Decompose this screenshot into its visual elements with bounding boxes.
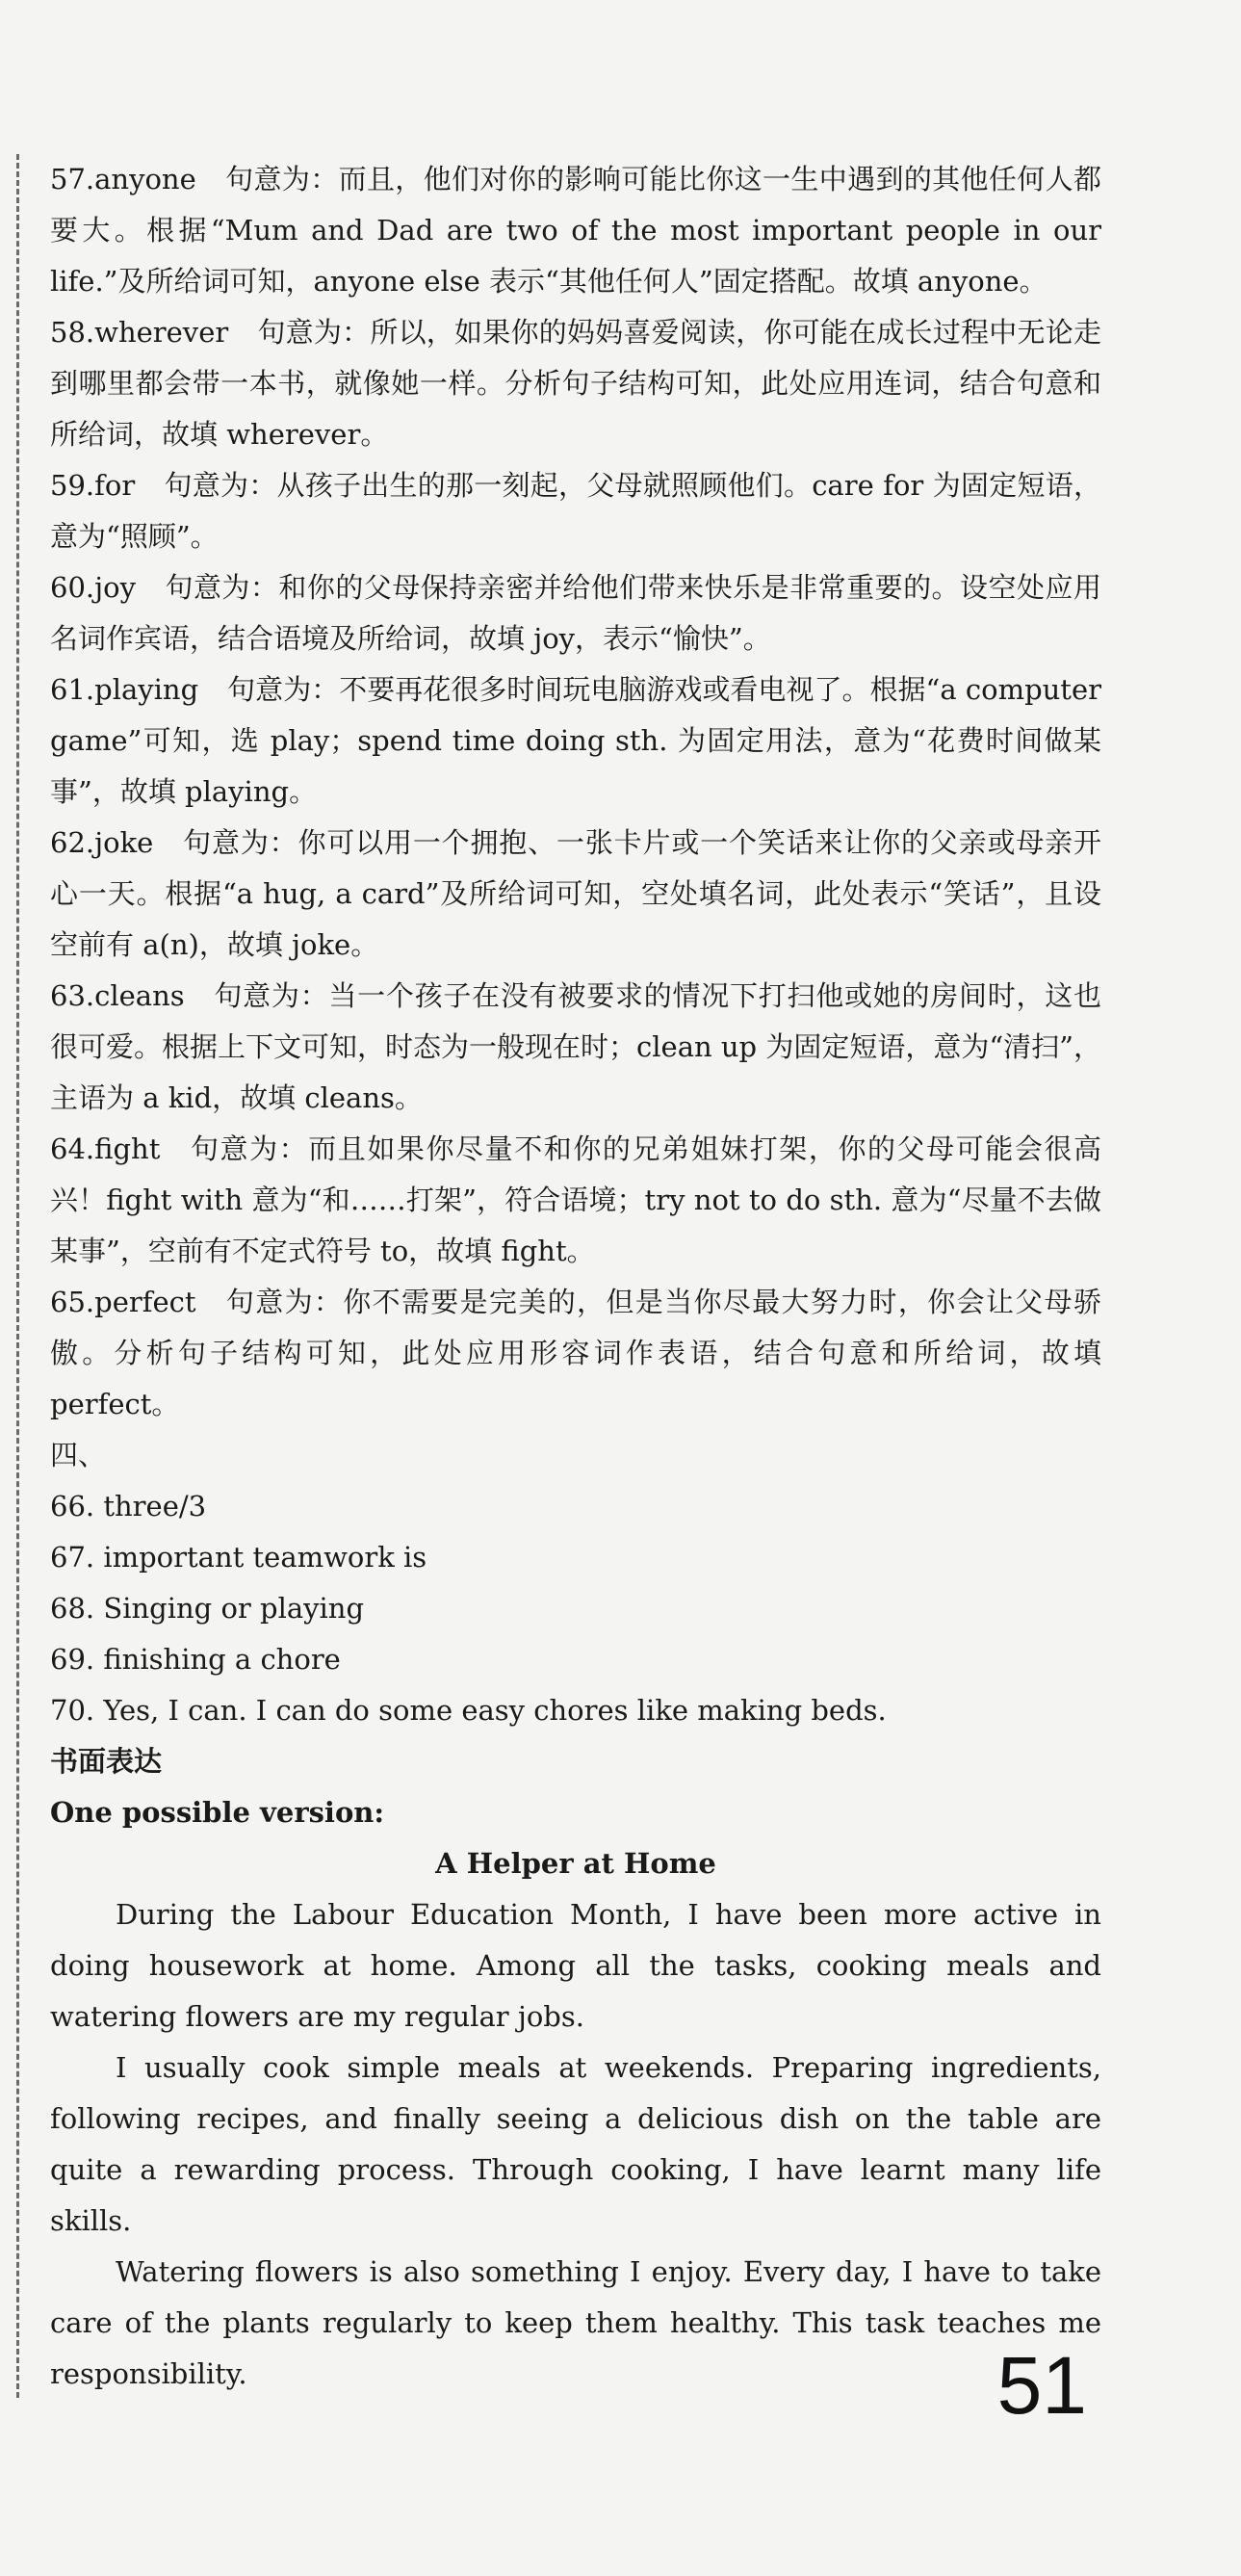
essay-title: A Helper at Home [435, 1847, 716, 1880]
answer-item-59: 59.for 句意为：从孩子出生的那一刻起，父母就照顾他们。care for 为固定短语，意为“照顾”。 [50, 469, 1101, 553]
binding-dashed-line [16, 154, 19, 2398]
essay-paragraph-3: Watering flowers is also something I enjoy. Every day, I have to take care of the plants regularly to keep them healthy. This task teaches me responsibility. [50, 2255, 1101, 2390]
answer-item-69: 69. finishing a chore [50, 1643, 341, 1676]
version-label: One possible version: [50, 1796, 385, 1829]
answer-item-68: 68. Singing or playing [50, 1592, 365, 1625]
answer-item-64: 64.fight 句意为：而且如果你尽量不和你的兄弟姐妹打架，你的父母可能会很高兴！fight with 意为“和……打架”，符合语境；try not to do sth. 意为“尽量不去做某事”，空前有不定式符号 to，故填 fight。 [50, 1132, 1101, 1267]
essay-paragraph-2: I usually cook simple meals at weekends. Preparing ingredients, following recipes, and finally seeing a delicious dish on the table are quite a rewarding process. Through cooking, I have learnt many life skills. [50, 2051, 1101, 2237]
answer-item-61: 61.playing 句意为：不要再花很多时间玩电脑游戏或看电视了。根据“a computer game”可知，选 play；spend time doing sth. 为固定用法，意为“花费时间做某事”，故填 playing。 [50, 673, 1101, 808]
answer-item-58: 58.wherever 句意为：所以，如果你的妈妈喜爱阅读，你可能在成长过程中无论走到哪里都会带一本书，就像她一样。分析句子结构可知，此处应用连词，结合句意和所给词，故填 wherever。 [50, 316, 1101, 451]
answer-item-63: 63.cleans 句意为：当一个孩子在没有被要求的情况下打扫他或她的房间时，这也很可爱。根据上下文可知，时态为一般现在时；clean up 为固定短语，意为“清扫”，主语为 a kid，故填 cleans。 [50, 979, 1101, 1114]
answer-item-60: 60.joy 句意为：和你的父母保持亲密并给他们带来快乐是非常重要的。设空处应用名词作宾语，结合语境及所给词，故填 joy，表示“愉快”。 [50, 571, 1101, 655]
answer-item-66: 66. three/3 [50, 1490, 207, 1522]
page-number: 51 [996, 2340, 1087, 2431]
section-4-label: 四、 [50, 1439, 107, 1471]
answer-item-67: 67. important teamwork is [50, 1541, 427, 1574]
answer-item-65: 65.perfect 句意为：你不需要是完美的，但是当你尽最大努力时，你会让父母骄傲。分析句子结构可知，此处应用形容词作表语，结合句意和所给词，故填 perfect。 [50, 1286, 1101, 1420]
writing-heading: 书面表达 [50, 1745, 163, 1778]
answer-item-57: 57.anyone 句意为：而且，他们对你的影响可能比你这一生中遇到的其他任何人都要大。根据“Mum and Dad are two of the most important people in our life.”及所给词可知，anyone else 表示“其他任何人”固定搭配。故填 anyone。 [50, 163, 1101, 298]
answer-item-62: 62.joke 句意为：你可以用一个拥抱、一张卡片或一个笑话来让你的父亲或母亲开心一天。根据“a hug, a card”及所给词可知，空处填名词，此处表示“笑话”，且设空前有 a(n)，故填 joke。 [50, 826, 1101, 961]
answer-content [50, 154, 1101, 2400]
essay-paragraph-1: During the Labour Education Month, I have been more active in doing housework at home. Among all the tasks, cooking meals and watering flowers are my regular jobs. [50, 1898, 1101, 2033]
answer-item-70: 70. Yes, I can. I can do some easy chores like making beds. [50, 1694, 887, 1727]
